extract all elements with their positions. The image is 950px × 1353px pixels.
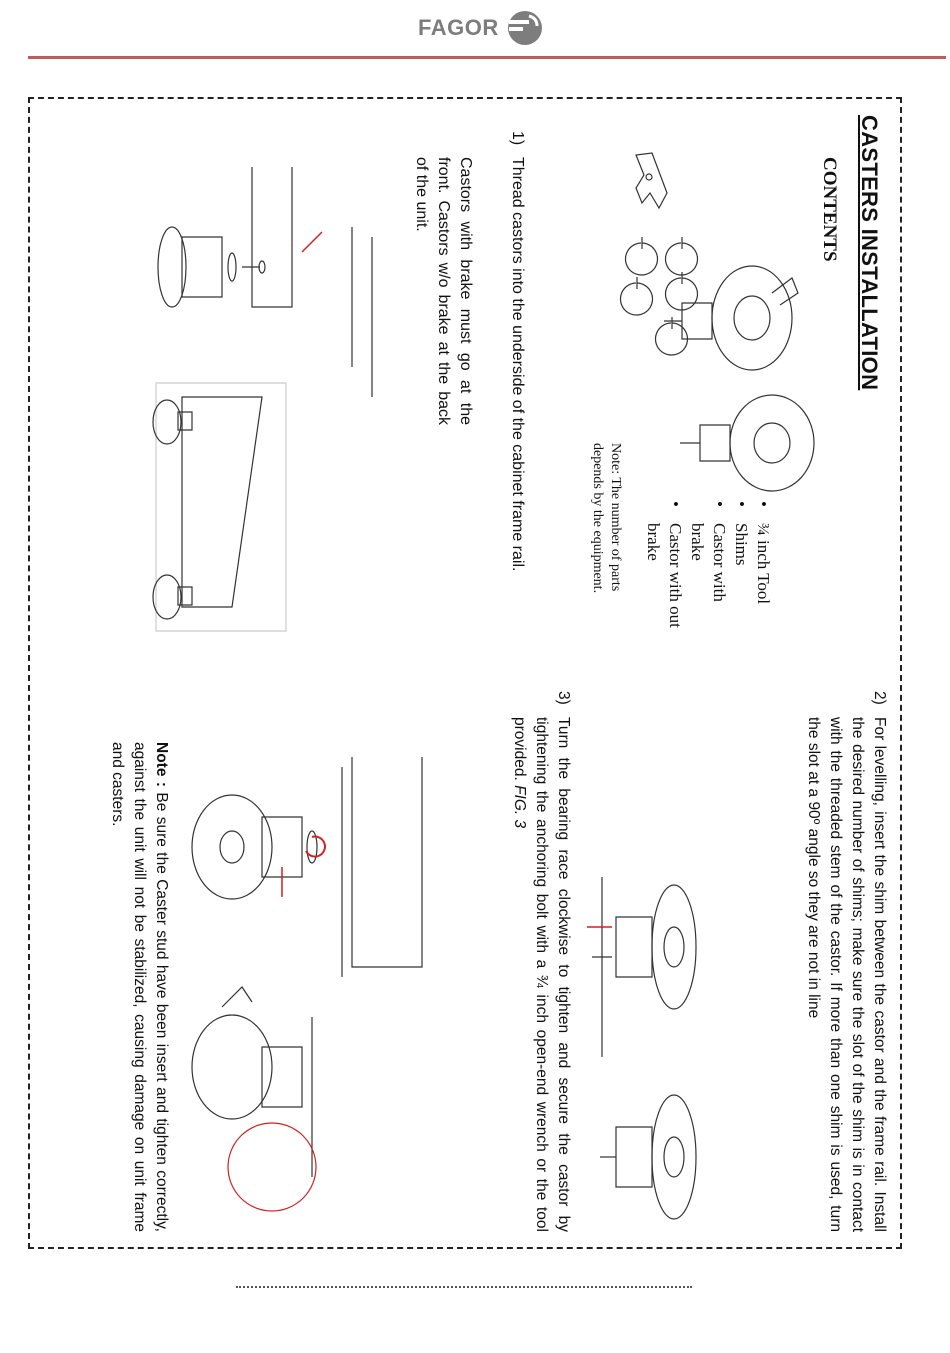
shim-icon [621, 237, 698, 355]
bottom-note [106, 742, 172, 1232]
step-1-text: Thread castors into the underside of the cabinet frame rail. [509, 157, 526, 572]
fagor-logo [418, 10, 543, 46]
step-2-text: For levelling, insert the shim between the castor and the frame rail. Install the desired number of shims; make sure the slot of the shim is in contact with the threaded stem of the castor. If more than one shim is used, turn the slot at a 90º angle so they are not in line [805, 717, 888, 1232]
step-3-number: 3) [555, 691, 572, 705]
step-1-number: 1) [509, 131, 526, 146]
step-1 [508, 131, 526, 571]
step-2-number: 2) [871, 691, 888, 705]
fagor-logo-icon [507, 10, 543, 46]
note-text: Be sure the Caster stud have been insert and tighten correctly, against the unit will not be stabilized, causing damage on unit frame and casters. [109, 742, 170, 1232]
step-1-thread-illustration [152, 157, 372, 337]
contents-list [642, 497, 774, 637]
caster-without-brake-icon [680, 395, 814, 491]
step-2 [802, 691, 890, 1232]
list-item: • Castor with brake [686, 497, 730, 637]
step-3 [508, 691, 574, 1232]
step-3-tighten-illustration [182, 757, 482, 1237]
step-1-cabinet-illustration [132, 377, 292, 637]
contents-heading: CONTENTS [819, 157, 840, 262]
list-item: • Shims [730, 497, 752, 637]
list-item: • Castor with out brake [642, 497, 686, 637]
note-label: Note : [153, 742, 170, 787]
footer-rule [236, 1286, 692, 1288]
step-2-shim-illustration [592, 857, 762, 1277]
contents-parts-illustration [552, 133, 842, 493]
parts-note: Note: The number of parts depends by the equipment. [590, 443, 623, 594]
rotated-page [28, 97, 902, 1249]
step-1-detail: Castors with brake must go at the front. Castors w/o brake at the back of the unit. [413, 157, 474, 425]
page-title: CASTERS INSTALLATION [857, 115, 882, 391]
list-item: • ¾ inch Tool [752, 497, 774, 637]
brand-name: FAGOR [418, 15, 499, 40]
caster-with-brake-icon [664, 266, 798, 370]
fig-label: FIG. 3 [511, 785, 528, 829]
step-3-text: Turn the bearing race clockwise to tighten and secure the castor by tightening the anchoring bolt with a ¾ inch open-end wrench or the tool provided. [511, 717, 572, 1232]
header-rule [28, 56, 946, 59]
